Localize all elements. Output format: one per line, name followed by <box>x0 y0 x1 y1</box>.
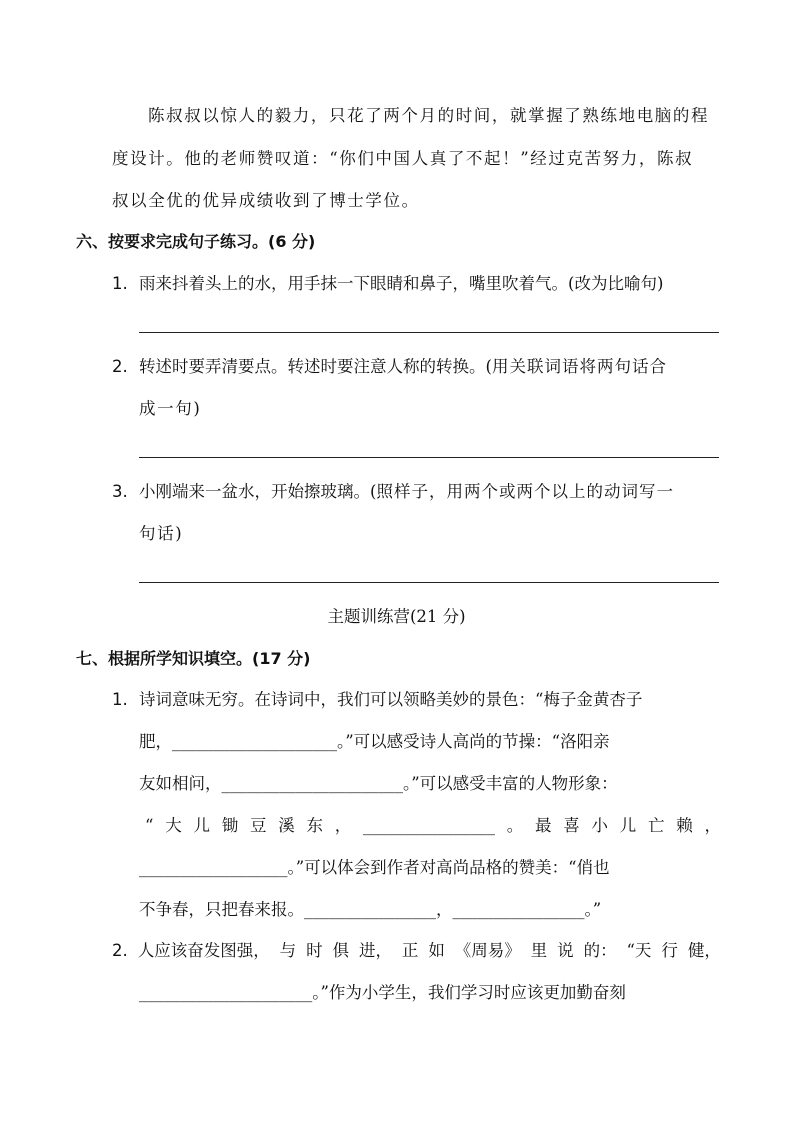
question-text-line-1: 诗词意味无穷。在诗词中，我们可以领略美妙的景色：“梅子金黄杏子 <box>139 690 643 709</box>
question-text: 转述时要弄清要点。转述时要注意人称的转换。( <box>139 357 492 376</box>
question-number: 1. <box>112 690 128 709</box>
question-number: 1. <box>112 274 128 293</box>
question-6-1 <box>112 272 663 296</box>
question-7-1-line-3: 友如相问，______________________。”可以感受丰富的人物形象： <box>139 774 618 793</box>
text-segment: 小 <box>591 816 608 835</box>
text-segment: 俱 <box>332 941 349 960</box>
question-note: 用关联词语将两句话合 <box>491 357 667 376</box>
text-segment: 《周易》 <box>454 941 521 960</box>
question-6-3-cont <box>139 522 182 546</box>
story-line-3: 叔以全优的优异成绩收到了博士学位。 <box>112 191 420 210</box>
answer-line-6-3[interactable] <box>139 582 719 583</box>
question-7-2 <box>112 939 721 963</box>
question-7-1 <box>112 688 642 712</box>
question-note-cont: 句话 <box>139 524 176 543</box>
text-segment: 时 <box>306 941 323 960</box>
text-segment: 喜 <box>563 816 580 835</box>
text-segment: 儿 <box>619 816 637 835</box>
text-segment: 说 <box>557 941 574 960</box>
text-segment: “ <box>145 816 154 835</box>
text-segment: 赖 <box>676 816 693 835</box>
question-number: 2. <box>112 941 128 960</box>
text-segment: 大 <box>165 816 182 835</box>
answer-line-6-1[interactable] <box>139 332 719 333</box>
section-7-heading: 七、根据所学知识填空。(17 分) <box>76 649 311 668</box>
question-7-1-line-4 <box>145 814 721 838</box>
question-7-1-line-5: __________________。”可以体会到作者对高尚品格的赞美：“俏也 <box>139 858 610 877</box>
text-segment: 亡 <box>647 816 665 835</box>
story-line-2: 度设计。他的老师赞叹道：“你们中国人真了不起！”经过克苦努力，陈叔 <box>112 149 694 168</box>
question-6-2-cont <box>139 397 200 421</box>
question-text: 小刚端来一盆水，开始擦玻璃。( <box>139 482 377 501</box>
question-6-3 <box>112 480 674 504</box>
text-segment: 行 <box>661 941 678 960</box>
text-segment: 正 <box>401 941 419 960</box>
text-segment: 最 <box>534 816 552 835</box>
text-segment: ， <box>704 816 721 835</box>
answer-line-6-2[interactable] <box>139 457 719 458</box>
theme-title: 主题训练营(21 分) <box>327 607 466 626</box>
question-7-1-line-6: 不争春，只把春来报。________________，________________。” <box>139 900 602 919</box>
section-6-heading: 六、按要求完成句子练习。(6 分) <box>76 232 316 251</box>
text-segment: 里 <box>530 941 548 960</box>
question-close: ) <box>656 274 664 293</box>
text-segment: 人应该奋发图强， <box>137 941 270 960</box>
text-segment: 的： <box>583 941 617 960</box>
text-segment: 进， <box>358 941 392 960</box>
blank-segment[interactable]: ________________ <box>362 816 495 835</box>
text-segment: 与 <box>279 941 297 960</box>
question-7-1-line-2: 肥，____________________。”可以感受诗人高尚的节操：“洛阳亲 <box>139 732 610 751</box>
text-segment: “天 <box>626 941 652 960</box>
text-segment: 。 <box>506 816 524 835</box>
text-segment: 如 <box>428 941 445 960</box>
question-note: 照样子，用两个或两个以上的动词写一 <box>376 482 674 501</box>
text-segment: 溪 <box>278 816 295 835</box>
question-close: ) <box>193 399 200 418</box>
text-segment: 儿 <box>193 816 210 835</box>
text-segment: 健， <box>687 941 721 960</box>
question-close: ) <box>175 524 182 543</box>
question-7-2-line-2: _____________________。”作为小学生，我们学习时应该更加勤奋刻 <box>139 983 626 1002</box>
question-note-cont: 成一句 <box>139 399 194 418</box>
text-segment: 东 <box>306 816 323 835</box>
text-segment: 豆 <box>249 816 267 835</box>
question-text: 雨来抖着头上的水，用手抹一下眼睛和鼻子，嘴里吹着气。( <box>139 274 575 293</box>
story-line-1: 陈叔叔以惊人的毅力，只花了两个月的时间，就掌握了熟练地电脑的程 <box>148 106 710 125</box>
question-number: 2. <box>112 357 128 376</box>
text-segment: 锄 <box>221 816 239 835</box>
question-note: 改为比喻句 <box>574 274 657 293</box>
question-6-2 <box>112 355 667 379</box>
question-number: 3. <box>112 482 128 501</box>
text-segment: ， <box>334 816 352 835</box>
